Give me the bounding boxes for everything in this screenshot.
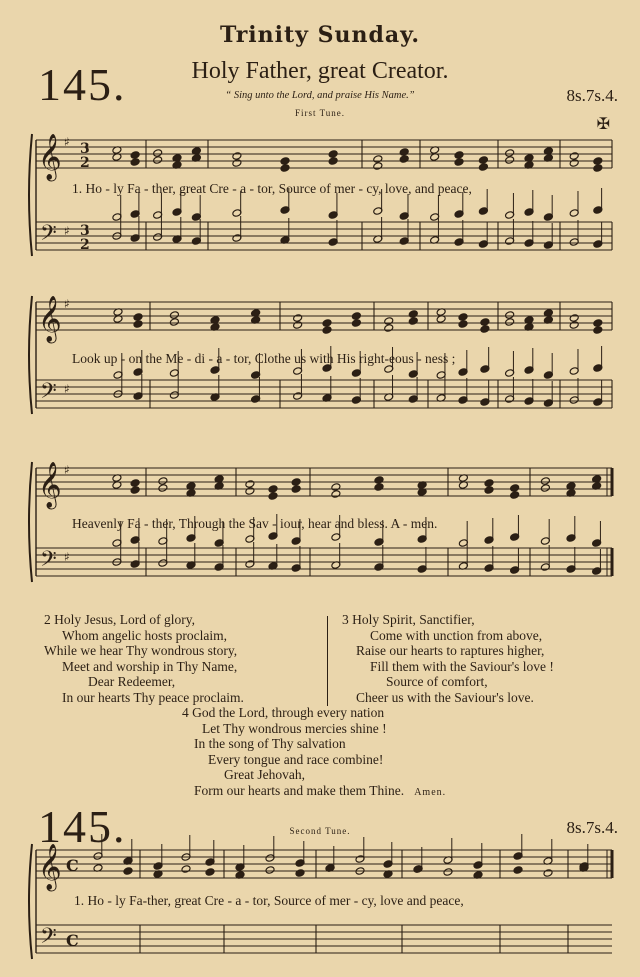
treble-note xyxy=(205,868,215,877)
verse-line: Come with unction from above, xyxy=(370,627,543,643)
verse-line: Every tongue and race combine! xyxy=(208,751,384,767)
lyric-line-2: Look up - on the Me - di - a - tor, Clothe us with His right-eous - ness ; xyxy=(72,351,456,366)
treble-clef: 𝄞 xyxy=(38,462,62,508)
verse-line: Whom angelic hosts proclaim, xyxy=(62,627,227,643)
verse-line: Let Thy wondrous mercies shine ! xyxy=(202,720,387,736)
time-signature-bottom: 2 xyxy=(80,237,90,253)
verse-4 xyxy=(182,705,446,800)
treble-note xyxy=(181,865,191,874)
treble-note xyxy=(268,485,278,494)
verse-3 xyxy=(342,612,554,705)
key-sharp: ♯ xyxy=(64,135,70,149)
treble-note xyxy=(543,869,553,878)
treble-note xyxy=(351,319,361,328)
verse-last-line-text: Form our hearts and make them Thine. xyxy=(194,782,405,798)
treble-note xyxy=(399,155,409,164)
meter-label: 8s.7s.4. xyxy=(566,86,618,105)
verse-line: Great Jehovah, xyxy=(224,767,305,782)
verse-line: 3 Holy Spirit, Sanctifier, xyxy=(342,612,475,627)
hymn-number: 145. xyxy=(38,59,127,110)
treble-note xyxy=(280,157,290,166)
treble-note xyxy=(505,156,515,165)
lyric-line-4: 1. Ho - ly Fa-ther, great Cre - a - tor, Source of mer - cy, love and peace, xyxy=(74,893,464,908)
treble-note xyxy=(133,313,143,322)
treble-note xyxy=(291,478,301,487)
time-signature-top: 3 xyxy=(80,223,90,239)
treble-note xyxy=(268,492,278,501)
verse-line: Source of comfort, xyxy=(386,674,488,689)
treble-note xyxy=(569,314,579,323)
treble-note xyxy=(478,156,488,165)
treble-note xyxy=(328,157,338,166)
treble-note xyxy=(454,158,464,167)
treble-note xyxy=(280,164,290,173)
bass-clef: 𝄢 xyxy=(40,379,57,409)
treble-note xyxy=(245,480,255,489)
treble-note xyxy=(158,477,168,486)
verse-line: 2 Holy Jesus, Lord of glory, xyxy=(44,612,195,627)
amen-label: Amen. xyxy=(414,786,447,798)
verse-line: Fill them with the Saviour's love ! xyxy=(370,658,554,674)
key-sharp: ♯ xyxy=(64,550,70,564)
cross-icon: ✠ xyxy=(596,116,610,133)
treble-note xyxy=(169,318,179,327)
treble-note xyxy=(130,151,140,160)
treble-note xyxy=(569,152,579,161)
treble-note xyxy=(593,319,603,328)
treble-note xyxy=(232,152,242,161)
treble-note xyxy=(232,159,242,168)
treble-note xyxy=(130,158,140,167)
verse-divider xyxy=(327,616,328,706)
treble-note xyxy=(331,483,341,492)
treble-note xyxy=(484,479,494,488)
treble-note xyxy=(505,311,515,320)
verse-line xyxy=(182,783,446,801)
treble-note xyxy=(510,491,520,500)
treble-note xyxy=(458,320,468,329)
verse-line: In the song of Thy salvation xyxy=(194,736,346,751)
treble-note xyxy=(130,479,140,488)
lyric-line-3: Heavenly Fa - ther, Through the Sav - iour, hear and bless. A - men. xyxy=(72,516,438,531)
brace xyxy=(29,844,32,959)
treble-note xyxy=(513,866,523,875)
treble-note xyxy=(408,310,418,319)
verse-line: Meet and worship in Thy Name, xyxy=(62,658,238,674)
treble-note xyxy=(384,324,394,333)
treble-note xyxy=(133,320,143,329)
treble-note xyxy=(408,317,418,326)
common-time: C xyxy=(66,856,79,875)
treble-note xyxy=(510,484,520,493)
key-sharp: ♯ xyxy=(64,382,70,396)
meter-label-2: 8s.7s.4. xyxy=(566,818,618,837)
treble-note xyxy=(322,319,332,328)
brace xyxy=(29,134,32,256)
bass-clef: 𝄢 xyxy=(40,221,57,251)
verse-line: 4 God the Lord, through every nation xyxy=(182,705,385,720)
treble-note xyxy=(569,321,579,330)
time-signature-bottom: 2 xyxy=(80,155,90,171)
treble-note xyxy=(374,476,384,485)
treble-note xyxy=(384,317,394,326)
page-header: Trinity Sunday. xyxy=(219,22,421,48)
hymn-title: Holy Father, great Creator. xyxy=(191,58,449,84)
verse-line: Cheer us with the Saviour's love. xyxy=(356,689,534,705)
treble-note xyxy=(169,311,179,320)
treble-note xyxy=(331,490,341,499)
treble-note xyxy=(399,148,409,157)
tune-label-2: Second Tune. xyxy=(289,826,351,836)
time-signature-top: 3 xyxy=(80,141,90,157)
bass-clef: 𝄢 xyxy=(40,924,57,954)
treble-note xyxy=(478,163,488,172)
key-sharp: ♯ xyxy=(64,297,70,311)
treble-note xyxy=(569,159,579,168)
treble-note xyxy=(328,150,338,159)
tune-label: First Tune. xyxy=(294,108,346,118)
treble-note xyxy=(593,157,603,166)
treble-note xyxy=(540,477,550,486)
treble-note xyxy=(322,326,332,335)
treble-note xyxy=(484,486,494,495)
verse-line: While we hear Thy wondrous story, xyxy=(44,643,238,658)
treble-note xyxy=(413,865,423,874)
treble-note xyxy=(158,484,168,493)
epigraph: “ Sing unto the Lord, and praise His Name.” xyxy=(225,90,415,101)
treble-note xyxy=(291,485,301,494)
treble-note xyxy=(245,487,255,496)
treble-note xyxy=(480,325,490,334)
common-time: C xyxy=(66,931,79,950)
treble-note xyxy=(295,869,305,878)
verse-line: Dear Redeemer, xyxy=(88,674,176,689)
verse-line: Raise our hearts to raptures higher, xyxy=(356,643,545,658)
treble-note xyxy=(505,149,515,158)
treble-note xyxy=(458,313,468,322)
verse-line: In our hearts Thy peace proclaim. xyxy=(62,689,244,705)
treble-note xyxy=(374,483,384,492)
treble-note xyxy=(130,486,140,495)
key-sharp: ♯ xyxy=(64,224,70,238)
brace xyxy=(29,462,32,582)
verse-2 xyxy=(44,612,244,705)
brace xyxy=(29,296,32,414)
treble-note xyxy=(593,164,603,173)
treble-note xyxy=(505,318,515,327)
treble-note xyxy=(373,155,383,164)
hymn-number-2: 145. xyxy=(38,801,127,852)
treble-note xyxy=(351,312,361,321)
lyric-line-1: 1. Ho - ly Fa - ther, great Cre - a - tor, Source of mer - cy, love, and peace, xyxy=(72,181,472,196)
treble-note xyxy=(454,151,464,160)
treble-note xyxy=(293,314,303,323)
treble-note xyxy=(153,149,163,158)
key-sharp: ♯ xyxy=(64,463,70,477)
treble-note xyxy=(293,321,303,330)
treble-note xyxy=(540,484,550,493)
treble-note xyxy=(443,868,453,877)
treble-note xyxy=(153,156,163,165)
treble-clef: 𝄞 xyxy=(38,296,62,342)
treble-note xyxy=(123,867,133,876)
treble-note xyxy=(480,318,490,327)
treble-note xyxy=(373,162,383,171)
treble-note xyxy=(265,866,275,875)
treble-note xyxy=(593,326,603,335)
bass-clef: 𝄢 xyxy=(40,547,57,577)
treble-clef: 𝄞 xyxy=(38,134,62,180)
treble-clef: 𝄞 xyxy=(38,844,62,890)
